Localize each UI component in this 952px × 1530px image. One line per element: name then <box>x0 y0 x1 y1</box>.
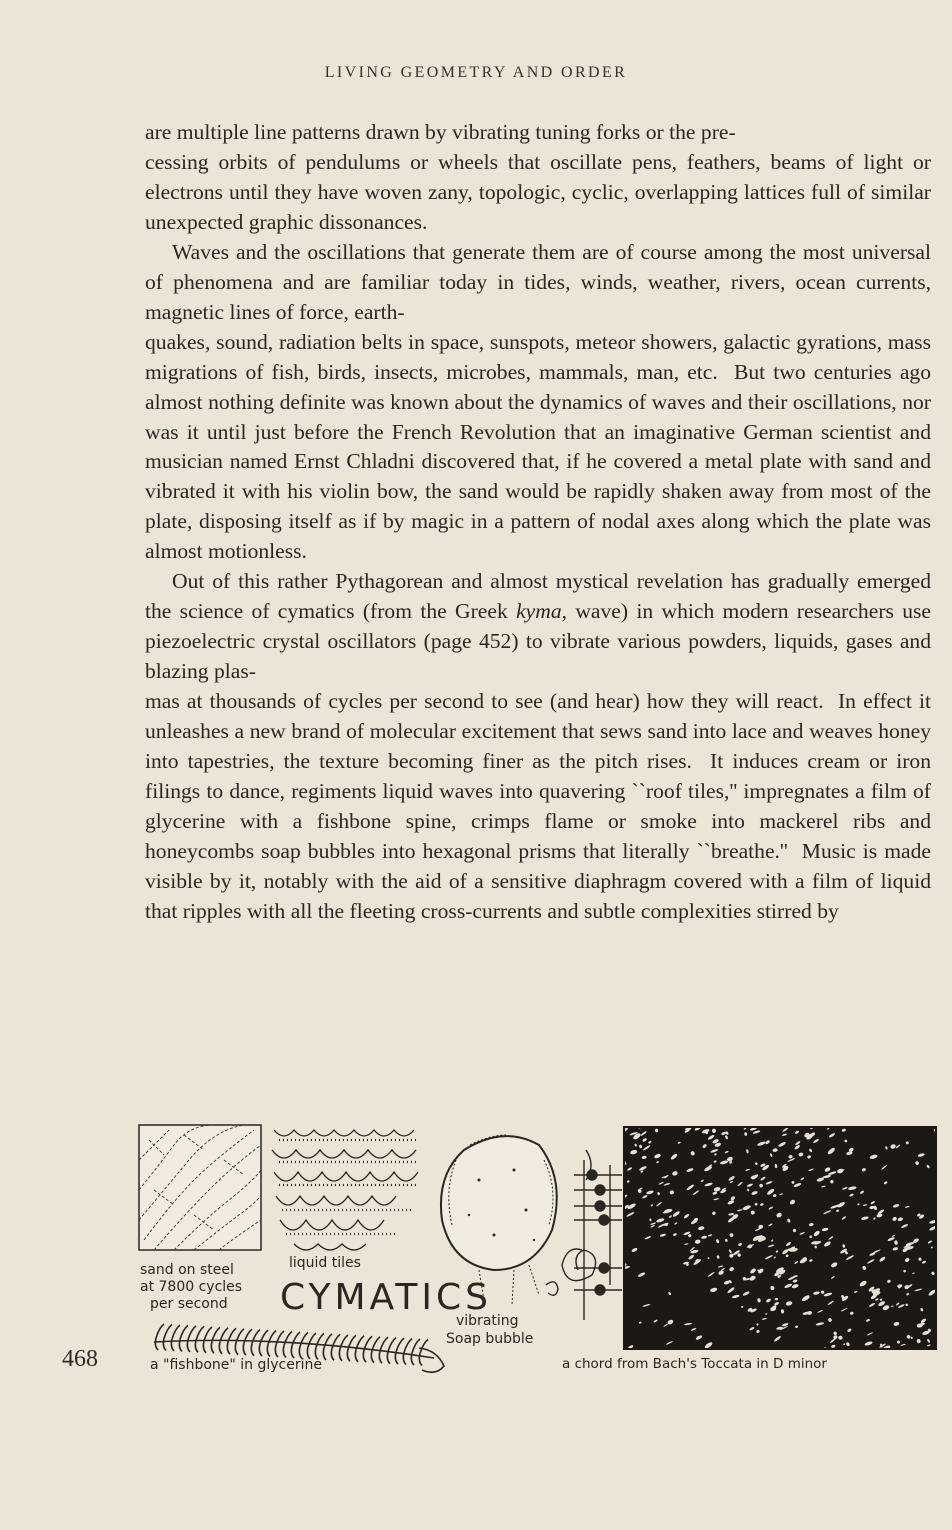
fishbone-rib <box>164 1324 172 1338</box>
fishbone-rib <box>396 1338 404 1352</box>
fishbone-rib <box>388 1338 396 1352</box>
fishbone-rib <box>363 1350 366 1362</box>
fishbone-rib <box>292 1332 300 1346</box>
fishbone-rib <box>323 1348 326 1360</box>
fishbone-rib <box>404 1339 412 1353</box>
fishbone-rib <box>347 1349 350 1361</box>
fishbone-rib <box>195 1340 198 1352</box>
sand-on-steel-panel <box>139 1125 261 1250</box>
fishbone-rib <box>267 1345 270 1357</box>
fishbone-rib <box>339 1349 342 1361</box>
fishbone-rib <box>331 1348 334 1360</box>
fishbone-rib <box>284 1332 292 1346</box>
fishbone-rib <box>235 1343 238 1355</box>
label-vibrating: vibrating <box>456 1313 519 1329</box>
paragraph-2: Waves and the oscillations that generate them are of course among the most universal of phenomena and are familiar today in tides, winds, weather, rivers, ocean currents, magnetic lines of force, earth- quakes, sound, radiation belts in space, sunspots, meteor showers, galactic gyrations, mass migrations of fish, birds, insects, microbes, mammals, man, etc. But two centuries ago almost nothing definite was known about the dynamics of waves and their oscillations, nor was it until just before the French Revolution that an imaginative German scientist and musician named Ernst Chladni discovered that, if he covered a metal plate with sand and vibrated it with his violin bow, the sand would be rapidly shaken away from most of the plate, disposing itself as if by magic in a pattern of nodal axes along which the plate was almost motionless. <box>145 239 931 564</box>
fishbone-rib <box>211 1341 214 1353</box>
body-text <box>145 118 931 927</box>
label-sand-line2: at 7800 cycles <box>140 1279 243 1295</box>
paragraph-3: Out of this rather Pythagorean and almost mystical revelation has gradually emerged the science of cymatics (from the Greek kyma, wave) in which modern researchers use piezoelectric crystal oscillators (page 452) to vibrate various powders, liquids, gases and blazing plas- mas at thousands of cycles per second to see (and hear) how they will react. In effect it unleashes a new brand of molecular excitement that sews sand into lace and weaves honey into tapestries, the texture becoming finer as the pitch rises. It induces cream or iron filings to dance, regiments liquid waves into quavering ``roof tiles,'' impregnates a film of glycerine with a fishbone spine, crimps flame or smoke into mackerel ribs and honeycombs soap bubbles into hexagonal prisms that literally ``breathe.'' Music is made visible by it, notably with the aid of a sensitive diaphragm covered with a film of liquid that ripples with all the fleeting cross-currents and subtle complexities stirred by <box>145 569 931 923</box>
label-soap-bubble: Soap bubble <box>446 1331 534 1347</box>
fishbone-rib <box>380 1337 388 1351</box>
label-fishbone: a "fishbone" in glycerine <box>150 1357 322 1373</box>
fishbone-rib <box>275 1345 278 1357</box>
fishbone-rib <box>283 1346 286 1358</box>
bach-chord-panel <box>621 1124 938 1351</box>
page-number: 468 <box>62 1346 98 1372</box>
fishbone-rib <box>412 1339 420 1353</box>
label-sand-line1: sand on steel <box>140 1262 234 1278</box>
cymatics-illustration <box>134 1120 939 1385</box>
music-notation-drawing <box>546 1150 622 1320</box>
liquid-tiles-pattern <box>272 1130 419 1250</box>
fishbone-rib <box>251 1344 254 1356</box>
fishbone-rib <box>172 1325 180 1339</box>
fishbone-rib <box>187 1340 190 1352</box>
fishbone-rib <box>364 1336 372 1350</box>
fishbone-rib <box>379 1351 382 1363</box>
label-bach-chord: a chord from Bach's Toccata in D minor <box>562 1356 827 1372</box>
fishbone-rib <box>156 1324 164 1338</box>
fishbone-rib <box>203 1341 206 1353</box>
cymatics-title: CYMATICS <box>280 1277 492 1318</box>
fishbone-rib <box>212 1327 220 1341</box>
fishbone-rib <box>204 1327 212 1341</box>
fishbone-rib <box>180 1325 188 1339</box>
fishbone-rib <box>155 1338 158 1350</box>
fishbone-rib <box>387 1352 390 1364</box>
fishbone-rib <box>420 1340 428 1354</box>
illustration-drawing <box>134 1120 939 1385</box>
fishbone-rib <box>196 1326 204 1340</box>
fishbone-rib <box>371 1351 374 1363</box>
fishbone-rib <box>372 1337 380 1351</box>
fishbone-rib <box>243 1343 246 1355</box>
fishbone-rib <box>227 1342 230 1354</box>
fishbone-rib <box>259 1344 262 1356</box>
label-liquid-tiles: liquid tiles <box>289 1255 361 1271</box>
paragraph-1: are multiple line patterns drawn by vibrating tuning forks or the pre- cessing orbits of pendulums or wheels that oscillate pens, feathers, beams of light or electrons until they have woven zany, topologic, cyclic, overlapping lattices full of similar unexpected graphic dissonances. <box>145 120 931 234</box>
fishbone-rib <box>188 1326 196 1340</box>
label-sand-line3: per second <box>150 1296 228 1312</box>
fishbone-rib <box>163 1338 166 1350</box>
running-header: LIVING GEOMETRY AND ORDER <box>324 64 628 81</box>
fishbone-rib <box>219 1342 222 1354</box>
fishbone-rib <box>395 1352 398 1364</box>
fishbone-rib <box>355 1350 358 1362</box>
